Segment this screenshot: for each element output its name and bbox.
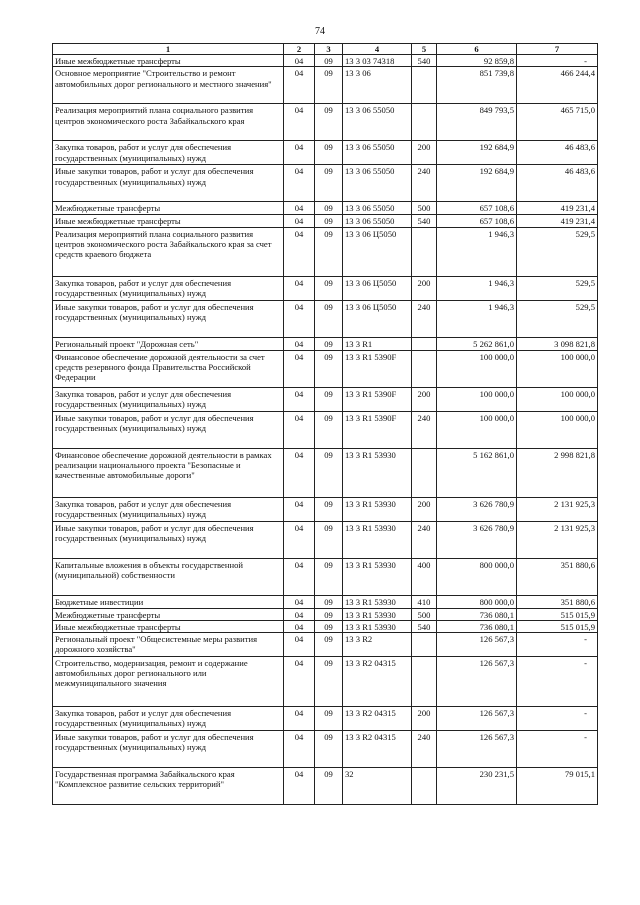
- cell-subsection: 09: [315, 558, 343, 595]
- cell-amount-1: 100 000,0: [437, 411, 517, 448]
- cell-subsection: 09: [315, 497, 343, 521]
- table-row: [53, 276, 598, 300]
- cell-section: 04: [284, 497, 315, 521]
- table-body: [53, 55, 598, 805]
- cell-amount-1: 192 684,9: [437, 141, 517, 165]
- cell-section: 04: [284, 202, 315, 215]
- cell-name: Иные межбюджетные трансферты: [53, 55, 284, 67]
- cell-expense-type: 410: [412, 595, 437, 608]
- cell-amount-2: 529,5: [517, 227, 598, 276]
- cell-name: Иные закупки товаров, работ и услуг для обеспечения государственных (муниципальных) нужд: [53, 731, 284, 768]
- cell-target-article: 13 3 06: [343, 67, 412, 104]
- cell-amount-2: 2 998 821,8: [517, 448, 598, 497]
- cell-amount-1: 851 739,8: [437, 67, 517, 104]
- cell-amount-2: 529,5: [517, 276, 598, 300]
- cell-subsection: 09: [315, 608, 343, 620]
- cell-amount-2: 351 880,6: [517, 558, 598, 595]
- cell-section: 04: [284, 521, 315, 558]
- cell-amount-1: 800 000,0: [437, 558, 517, 595]
- table-row: [53, 657, 598, 707]
- cell-amount-2: -: [517, 707, 598, 731]
- table-row: [53, 337, 598, 350]
- cell-expense-type: [412, 768, 437, 805]
- cell-section: 04: [284, 620, 315, 632]
- cell-name: Финансовое обеспечение дорожной деятельности в рамках реализации национального проекта "Безопасные и качественные автомобильные дороги": [53, 448, 284, 497]
- cell-subsection: 09: [315, 300, 343, 337]
- cell-expense-type: [412, 350, 437, 387]
- table-row: [53, 104, 598, 141]
- table-row: [53, 633, 598, 657]
- cell-name: Капитальные вложения в объекты государственной (муниципальной) собственности: [53, 558, 284, 595]
- table-row: [53, 55, 598, 67]
- cell-amount-2: 100 000,0: [517, 387, 598, 411]
- cell-expense-type: 200: [412, 497, 437, 521]
- cell-name: Закупка товаров, работ и услуг для обеспечения государственных (муниципальных) нужд: [53, 276, 284, 300]
- cell-expense-type: [412, 104, 437, 141]
- cell-expense-type: 240: [412, 165, 437, 202]
- cell-expense-type: [412, 67, 437, 104]
- cell-expense-type: [412, 633, 437, 657]
- page-number: 74: [315, 26, 325, 37]
- cell-subsection: 09: [315, 595, 343, 608]
- table-row: [53, 387, 598, 411]
- cell-target-article: 13 3 06 55050: [343, 202, 412, 215]
- cell-subsection: 09: [315, 633, 343, 657]
- cell-target-article: 13 3 R1 53930: [343, 558, 412, 595]
- cell-amount-1: 126 567,3: [437, 657, 517, 707]
- cell-section: 04: [284, 141, 315, 165]
- cell-name: Закупка товаров, работ и услуг для обеспечения государственных (муниципальных) нужд: [53, 141, 284, 165]
- cell-subsection: 09: [315, 411, 343, 448]
- table-row: [53, 521, 598, 558]
- cell-expense-type: [412, 657, 437, 707]
- cell-amount-2: 419 231,4: [517, 202, 598, 215]
- cell-target-article: 13 3 R1 53930: [343, 620, 412, 632]
- cell-section: 04: [284, 731, 315, 768]
- table-row: [53, 215, 598, 227]
- cell-target-article: 13 3 06 Ц5050: [343, 300, 412, 337]
- cell-subsection: 09: [315, 620, 343, 632]
- cell-expense-type: 540: [412, 215, 437, 227]
- cell-amount-2: 529,5: [517, 300, 598, 337]
- cell-expense-type: 500: [412, 608, 437, 620]
- cell-amount-2: 351 880,6: [517, 595, 598, 608]
- cell-name: Иные закупки товаров, работ и услуг для обеспечения государственных (муниципальных) нужд: [53, 521, 284, 558]
- cell-name: Государственная программа Забайкальского края "Комплексное развитие сельских территорий": [53, 768, 284, 805]
- cell-name: Иные межбюджетные трансферты: [53, 620, 284, 632]
- cell-name: Реализация мероприятий плана социального развития центров экономического роста Забайкальского края: [53, 104, 284, 141]
- cell-amount-1: 100 000,0: [437, 350, 517, 387]
- cell-subsection: 09: [315, 521, 343, 558]
- cell-expense-type: 240: [412, 411, 437, 448]
- cell-target-article: 13 3 R1 53930: [343, 608, 412, 620]
- cell-section: 04: [284, 104, 315, 141]
- cell-target-article: 13 3 06 Ц5050: [343, 227, 412, 276]
- cell-subsection: 09: [315, 227, 343, 276]
- cell-section: 04: [284, 411, 315, 448]
- table-row: [53, 300, 598, 337]
- table-row: [53, 350, 598, 387]
- cell-expense-type: 200: [412, 276, 437, 300]
- cell-amount-1: 100 000,0: [437, 387, 517, 411]
- cell-amount-2: 466 244,4: [517, 67, 598, 104]
- cell-amount-2: 79 015,1: [517, 768, 598, 805]
- cell-target-article: 13 3 R1 5390F: [343, 387, 412, 411]
- cell-expense-type: 240: [412, 300, 437, 337]
- cell-name: Строительство, модернизация, ремонт и содержание автомобильных дорог регионального или межмуниципального значения: [53, 657, 284, 707]
- cell-amount-1: 126 567,3: [437, 633, 517, 657]
- cell-expense-type: 540: [412, 55, 437, 67]
- table-row: [53, 595, 598, 608]
- cell-expense-type: [412, 448, 437, 497]
- cell-amount-2: 515 015,9: [517, 608, 598, 620]
- cell-amount-1: 657 108,6: [437, 215, 517, 227]
- cell-amount-1: 736 080,1: [437, 608, 517, 620]
- cell-section: 04: [284, 657, 315, 707]
- cell-name: Закупка товаров, работ и услуг для обеспечения государственных (муниципальных) нужд: [53, 707, 284, 731]
- header-col-6: 6: [437, 44, 517, 55]
- cell-amount-2: 419 231,4: [517, 215, 598, 227]
- cell-section: 04: [284, 67, 315, 104]
- header-col-4: 4: [343, 44, 412, 55]
- cell-target-article: 13 3 R1 53930: [343, 448, 412, 497]
- cell-name: Межбюджетные трансферты: [53, 608, 284, 620]
- cell-amount-1: 3 626 780,9: [437, 497, 517, 521]
- cell-target-article: 13 3 R1 53930: [343, 595, 412, 608]
- cell-expense-type: 540: [412, 620, 437, 632]
- cell-name: Региональный проект "Дорожная сеть": [53, 337, 284, 350]
- cell-amount-2: 46 483,6: [517, 141, 598, 165]
- cell-name: Реализация мероприятий плана социального развития центров экономического роста Забайкальского края за счет средств краевого бюджета: [53, 227, 284, 276]
- table-row: [53, 608, 598, 620]
- cell-expense-type: 200: [412, 387, 437, 411]
- table-row: [53, 497, 598, 521]
- cell-amount-1: 1 946,3: [437, 300, 517, 337]
- cell-name: Иные закупки товаров, работ и услуг для обеспечения государственных (муниципальных) нужд: [53, 411, 284, 448]
- header-col-5: 5: [412, 44, 437, 55]
- cell-section: 04: [284, 387, 315, 411]
- cell-section: 04: [284, 276, 315, 300]
- cell-name: Основное мероприятие "Строительство и ремонт автомобильных дорог регионального и местного значения": [53, 67, 284, 104]
- cell-amount-2: 515 015,9: [517, 620, 598, 632]
- cell-amount-2: 2 131 925,3: [517, 497, 598, 521]
- header-col-3: 3: [315, 44, 343, 55]
- cell-target-article: 13 3 R1: [343, 337, 412, 350]
- cell-amount-1: 1 946,3: [437, 227, 517, 276]
- cell-amount-1: 126 567,3: [437, 707, 517, 731]
- cell-section: 04: [284, 215, 315, 227]
- table-row: [53, 558, 598, 595]
- cell-target-article: 13 3 R1 5390F: [343, 350, 412, 387]
- cell-amount-1: 657 108,6: [437, 202, 517, 215]
- cell-subsection: 09: [315, 337, 343, 350]
- cell-target-article: 13 3 R1 53930: [343, 521, 412, 558]
- cell-amount-1: 92 859,8: [437, 55, 517, 67]
- cell-subsection: 09: [315, 141, 343, 165]
- cell-subsection: 09: [315, 104, 343, 141]
- cell-name: Межбюджетные трансферты: [53, 202, 284, 215]
- cell-subsection: 09: [315, 55, 343, 67]
- cell-expense-type: [412, 227, 437, 276]
- cell-target-article: 13 3 06 55050: [343, 141, 412, 165]
- cell-target-article: 32: [343, 768, 412, 805]
- header-row: [53, 44, 598, 55]
- cell-section: 04: [284, 558, 315, 595]
- cell-name: Иные закупки товаров, работ и услуг для обеспечения государственных (муниципальных) нужд: [53, 165, 284, 202]
- cell-amount-2: -: [517, 633, 598, 657]
- cell-amount-1: 736 080,1: [437, 620, 517, 632]
- cell-target-article: 13 3 03 74318: [343, 55, 412, 67]
- budget-table: [52, 43, 598, 805]
- header-col-1: 1: [53, 44, 284, 55]
- cell-section: 04: [284, 448, 315, 497]
- cell-section: 04: [284, 337, 315, 350]
- cell-amount-2: 100 000,0: [517, 411, 598, 448]
- header-col-2: 2: [284, 44, 315, 55]
- cell-section: 04: [284, 633, 315, 657]
- cell-target-article: 13 3 06 55050: [343, 165, 412, 202]
- table-row: [53, 202, 598, 215]
- cell-subsection: 09: [315, 387, 343, 411]
- cell-subsection: 09: [315, 67, 343, 104]
- cell-name: Иные межбюджетные трансферты: [53, 215, 284, 227]
- cell-amount-1: 126 567,3: [437, 731, 517, 768]
- cell-target-article: 13 3 R2 04315: [343, 731, 412, 768]
- table-row: [53, 768, 598, 805]
- header-col-7: 7: [517, 44, 598, 55]
- cell-expense-type: 240: [412, 731, 437, 768]
- cell-expense-type: 200: [412, 141, 437, 165]
- cell-amount-2: -: [517, 657, 598, 707]
- cell-name: Закупка товаров, работ и услуг для обеспечения государственных (муниципальных) нужд: [53, 497, 284, 521]
- table-row: [53, 227, 598, 276]
- cell-target-article: 13 3 R2 04315: [343, 707, 412, 731]
- cell-amount-2: -: [517, 731, 598, 768]
- cell-section: 04: [284, 227, 315, 276]
- cell-section: 04: [284, 768, 315, 805]
- cell-name: Иные закупки товаров, работ и услуг для обеспечения государственных (муниципальных) нужд: [53, 300, 284, 337]
- cell-subsection: 09: [315, 657, 343, 707]
- cell-amount-2: 46 483,6: [517, 165, 598, 202]
- cell-target-article: 13 3 R1 53930: [343, 497, 412, 521]
- cell-target-article: 13 3 06 55050: [343, 104, 412, 141]
- cell-subsection: 09: [315, 768, 343, 805]
- cell-subsection: 09: [315, 707, 343, 731]
- table-row: [53, 165, 598, 202]
- cell-amount-1: 230 231,5: [437, 768, 517, 805]
- cell-section: 04: [284, 595, 315, 608]
- cell-name: Финансовое обеспечение дорожной деятельности за счет средств резервного фонда Правительства Российской Федерации: [53, 350, 284, 387]
- cell-target-article: 13 3 06 Ц5050: [343, 276, 412, 300]
- cell-amount-1: 3 626 780,9: [437, 521, 517, 558]
- cell-amount-2: 465 715,0: [517, 104, 598, 141]
- cell-section: 04: [284, 350, 315, 387]
- cell-amount-2: 3 098 821,8: [517, 337, 598, 350]
- cell-amount-2: -: [517, 55, 598, 67]
- cell-amount-1: 192 684,9: [437, 165, 517, 202]
- cell-target-article: 13 3 R2 04315: [343, 657, 412, 707]
- cell-expense-type: 500: [412, 202, 437, 215]
- cell-amount-1: 1 946,3: [437, 276, 517, 300]
- cell-amount-1: 800 000,0: [437, 595, 517, 608]
- cell-amount-1: 849 793,5: [437, 104, 517, 141]
- cell-amount-1: 5 262 861,0: [437, 337, 517, 350]
- cell-expense-type: 400: [412, 558, 437, 595]
- cell-name: Бюджетные инвестиции: [53, 595, 284, 608]
- cell-section: 04: [284, 300, 315, 337]
- cell-amount-2: 100 000,0: [517, 350, 598, 387]
- table-row: [53, 448, 598, 497]
- cell-target-article: 13 3 R1 5390F: [343, 411, 412, 448]
- cell-expense-type: 200: [412, 707, 437, 731]
- cell-target-article: 13 3 06 55050: [343, 215, 412, 227]
- cell-section: 04: [284, 707, 315, 731]
- cell-expense-type: [412, 337, 437, 350]
- cell-section: 04: [284, 608, 315, 620]
- table-row: [53, 141, 598, 165]
- cell-name: Региональный проект "Общесистемные меры развития дорожного хозяйства": [53, 633, 284, 657]
- cell-target-article: 13 3 R2: [343, 633, 412, 657]
- table-row: [53, 707, 598, 731]
- cell-section: 04: [284, 165, 315, 202]
- table-row: [53, 411, 598, 448]
- cell-subsection: 09: [315, 350, 343, 387]
- cell-section: 04: [284, 55, 315, 67]
- cell-name: Закупка товаров, работ и услуг для обеспечения государственных (муниципальных) нужд: [53, 387, 284, 411]
- cell-subsection: 09: [315, 165, 343, 202]
- cell-expense-type: 240: [412, 521, 437, 558]
- cell-subsection: 09: [315, 215, 343, 227]
- cell-subsection: 09: [315, 448, 343, 497]
- cell-amount-2: 2 131 925,3: [517, 521, 598, 558]
- table-row: [53, 67, 598, 104]
- cell-amount-1: 5 162 861,0: [437, 448, 517, 497]
- table-row: [53, 620, 598, 632]
- cell-subsection: 09: [315, 202, 343, 215]
- table-row: [53, 731, 598, 768]
- cell-subsection: 09: [315, 731, 343, 768]
- cell-subsection: 09: [315, 276, 343, 300]
